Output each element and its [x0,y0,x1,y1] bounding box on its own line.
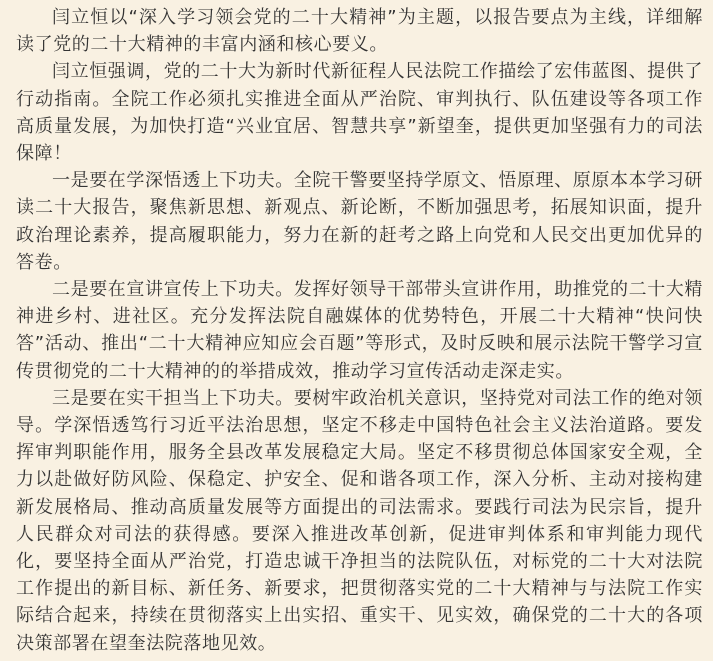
paragraph-point-three: 三是要在实干担当上下功夫。要树牢政治机关意识，坚持党对司法工作的绝对领导。学深悟透笃行习近平法治思想，坚定不移走中国特色社会主义法治道路。要发挥审判职能作用，服务全县改革发展稳定大局。坚定不移贯彻总体国家安全观，全力以赴做好防风险、保稳定、护安全、促和谐各项工作，深入分析、主动对接构建新发展格局、推动高质量发展等方面提出的司法需求。要践行司法为民宗旨，提升人民群众对司法的获得感。要深入推进改革创新，促进审判体系和审判能力现代化，要坚持全面从严治党，打造忠诚干净担当的法院队伍，对标党的二十大对法院工作提出的新目标、新任务、新要求，把贯彻落实党的二十大精神与与法院工作实际结合起来，持续在贯彻落实上出实招、重实干、见实效，确保党的二十大的各项决策部署在望奎法院落地见效。 [16,387,703,654]
paragraph-point-one: 一是要在学深悟透上下功夫。全院干警要坚持学原文、悟原理、原原本本学习研读二十大报告，聚焦新思想、新观点、新论断，不断加强思考，拓展知识面，提升政治理论素养，提高履职能力，努力在新的赶考之路上向党和人民交出更加优异的答卷。 [16,170,703,273]
paragraph-emphasis: 闫立恒强调，党的二十大为新时代新征程人民法院工作描绘了宏伟蓝图、提供了行动指南。全院工作必须扎实推进全面从严治院、审判执行、队伍建设等各项工作高质量发展，为加快打造“兴业宜居、智慧共享”新望奎，提供更加坚强有力的司法保障！ [16,61,703,165]
paragraph-intro: 闫立恒以“深入学习领会党的二十大精神”为主题，以报告要点为主线，详细解读了党的二十大精神的丰富内涵和核心要义。 [16,7,703,56]
paragraph-point-two: 二是要在宣讲宣传上下功夫。发挥好领导干部带头宣讲作用，助推党的二十大精神进乡村、进社区。充分发挥法院自融媒体的优势特色，开展二十大精神“快问快答”活动、推出“二十大精神应知应会百题”等形式，及时反映和展示法院干警学习宣传贯彻党的二十大精神的的举措成效，推动学习宣传活动走深走实。 [16,279,703,382]
